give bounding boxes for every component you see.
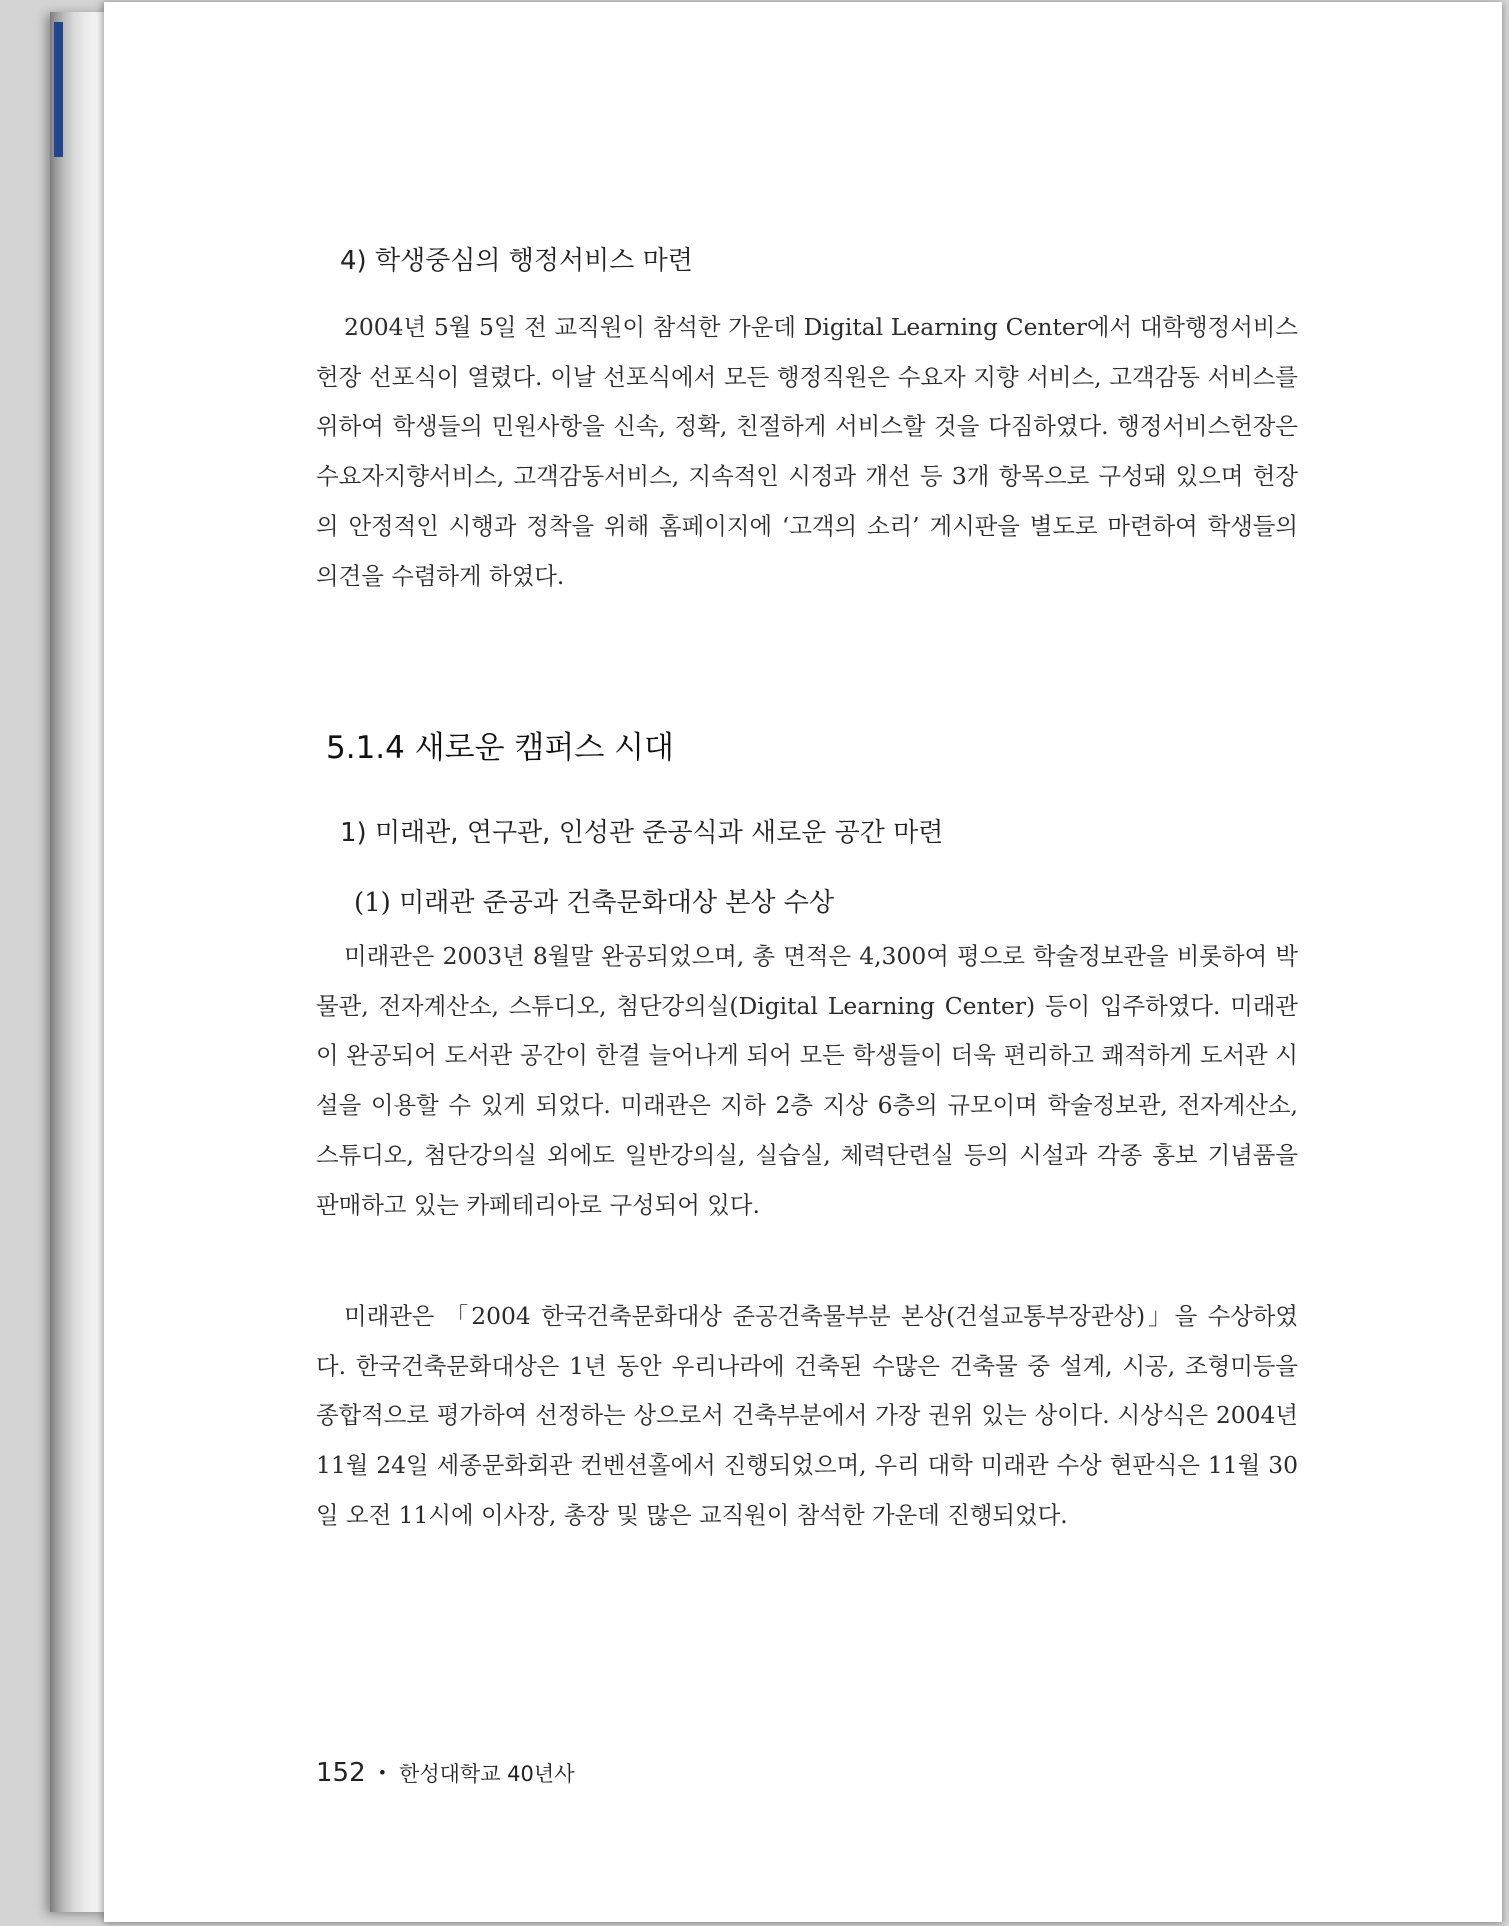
- book-spine-band: [54, 22, 63, 157]
- book-page-edges: [50, 12, 110, 1912]
- subsubsection-title: (1) 미래관 준공과 건축문화대상 본상 수상: [354, 888, 835, 918]
- paragraph-service-charter: 2004년 5월 5일 전 교직원이 참석한 가운데 Digital Learning Center에서 대학행정서비스헌장 선포식이 열렸다. 이날 선포식에서 모든 행정직원은 수요자 지향 서비스, 고객감동 서비스를 위하여 학생들의 민원사항을 신속, 정확, 친절하게 서비스할 것을 다짐하였다. 행정서비스헌장은 수요자지향서비스, 고객감동서비스, 지속적인 시정과 개선 등 3개 항목으로 구성돼 있으며 헌장의 안정적인 시행과 정착을 위해 홈페이지에 ‘고객의 소리’ 게시판을 별도로 마련하여 학생들의 의견을 수렴하게 하였다.: [316, 313, 1298, 590]
- subsection-title: 1) 미래관, 연구관, 인성관 준공식과 새로운 공간 마련: [340, 818, 944, 848]
- section-title: 5.1.4 새로운 캠퍼스 시대: [326, 730, 675, 766]
- paragraph-mirae-hall: 미래관은 2003년 8월말 완공되었으며, 총 면적은 4,300여 평으로 학술정보관을 비롯하여 박물관, 전자계산소, 스튜디오, 첨단강의실(Digital Learning Center) 등이 입주하였다. 미래관이 완공되어 도서관 공간이 한결 늘어나게 되어 모든 학생들이 더욱 편리하고 쾌적하게 도서관 시설을 이용할 수 있게 되었다. 미래관은 지하 2층 지상 6층의 규모이며 학술정보관, 전자계산소, 스튜디오, 첨단강의실 외에도 일반강의실, 실습실, 체력단련실 등의 시설과 각종 홍보 기념품을 판매하고 있는 카페테리아로 구성되어 있다.: [316, 942, 1298, 1219]
- subsection-heading-4: 4) 학생중심의 행정서비스 마련: [340, 246, 693, 276]
- paragraph-architecture-award: 미래관은 「2004 한국건축문화대상 준공건축물부분 본상(건설교통부장관상)」을 수상하였다. 한국건축문화대상은 1년 동안 우리나라에 건축된 수많은 건축물 중 설계, 시공, 조형미등을 종합적으로 평가하여 선정하는 상으로서 건축부분에서 가장 권위 있는 상이다. 시상식은 2004년 11월 24일 세종문화회관 컨벤션홀에서 진행되었으며, 우리 대학 미래관 수상 현판식은 11월 30일 오전 11시에 이사장, 총장 및 많은 교직원이 참석한 가운데 진행되었다.: [316, 1302, 1298, 1529]
- book-title: 한성대학교 40년사: [399, 1762, 575, 1786]
- page-number: 152: [316, 1758, 366, 1788]
- footer-separator: •: [377, 1763, 388, 1782]
- page-footer: [316, 1758, 574, 1788]
